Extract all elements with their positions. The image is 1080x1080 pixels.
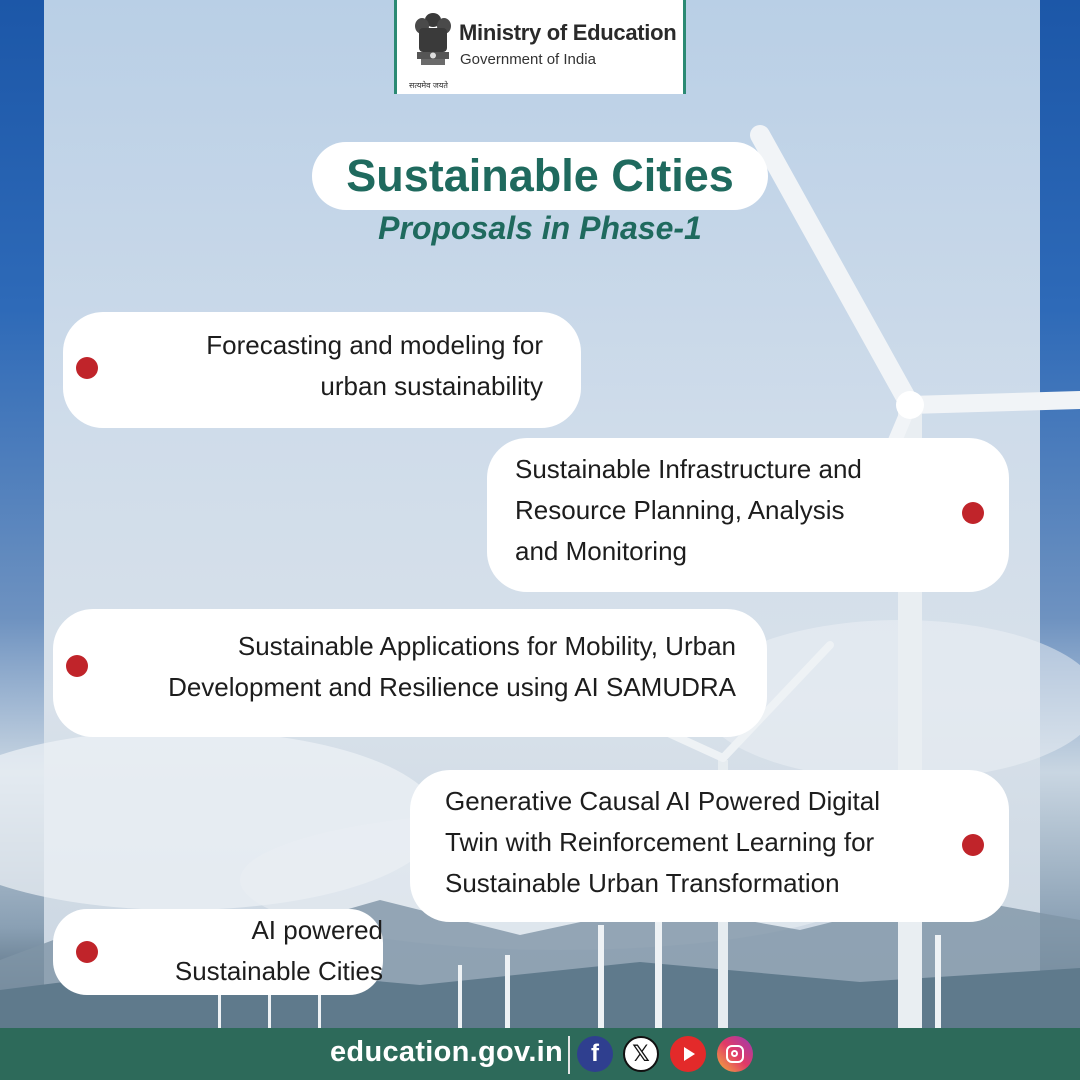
page-title: Sustainable Cities — [346, 150, 734, 201]
bullet-dot-icon — [962, 834, 984, 856]
proposal-card — [410, 770, 1009, 922]
emblem-caption: सत्यमेव जयते — [409, 81, 448, 90]
proposal-card — [63, 312, 581, 428]
proposal-line: and Monitoring — [515, 536, 687, 566]
ministry-logo-box — [394, 0, 686, 94]
proposal-text — [168, 626, 736, 708]
ministry-name: Ministry of Education — [459, 20, 677, 45]
proposal-line: Sustainable Infrastructure and — [515, 454, 862, 484]
proposal-line: Resource Planning, Analysis — [515, 495, 845, 525]
proposal-line: urban sustainability — [320, 371, 543, 401]
proposal-text — [175, 910, 383, 992]
instagram-icon[interactable] — [717, 1036, 753, 1072]
proposal-text — [515, 449, 862, 572]
proposal-line: Development and Resilience using AI SAMUDRA — [168, 672, 736, 702]
proposal-line: Forecasting and modeling for — [206, 330, 543, 360]
x-icon[interactable]: 𝕏 — [623, 1036, 659, 1072]
proposal-card — [53, 909, 383, 995]
proposal-line: Sustainable Cities — [174, 956, 383, 986]
proposal-text — [206, 325, 543, 407]
bullet-dot-icon — [76, 357, 98, 379]
proposal-card — [487, 438, 1009, 592]
proposal-card — [53, 609, 767, 737]
facebook-icon[interactable]: f — [577, 1036, 613, 1072]
national-emblem-icon — [413, 12, 453, 78]
proposal-line: AI powered — [251, 915, 383, 945]
proposal-line: Twin with Reinforcement Learning for — [445, 827, 875, 857]
bullet-dot-icon — [962, 502, 984, 524]
bullet-dot-icon — [66, 655, 88, 677]
proposal-line: Sustainable Urban Transformation — [445, 868, 840, 898]
title-pill — [312, 142, 768, 210]
footer-divider — [568, 1036, 570, 1074]
footer-bar — [0, 1028, 1080, 1080]
website-link[interactable]: education.gov.in — [330, 1036, 564, 1068]
page-subtitle: Proposals in Phase-1 — [378, 210, 702, 246]
proposal-text — [445, 781, 880, 904]
youtube-icon[interactable] — [670, 1036, 706, 1072]
proposal-line: Sustainable Applications for Mobility, Urban — [237, 631, 736, 661]
bullet-dot-icon — [76, 941, 98, 963]
proposal-line: Generative Causal AI Powered Digital — [445, 786, 881, 816]
government-name: Government of India — [460, 51, 596, 68]
